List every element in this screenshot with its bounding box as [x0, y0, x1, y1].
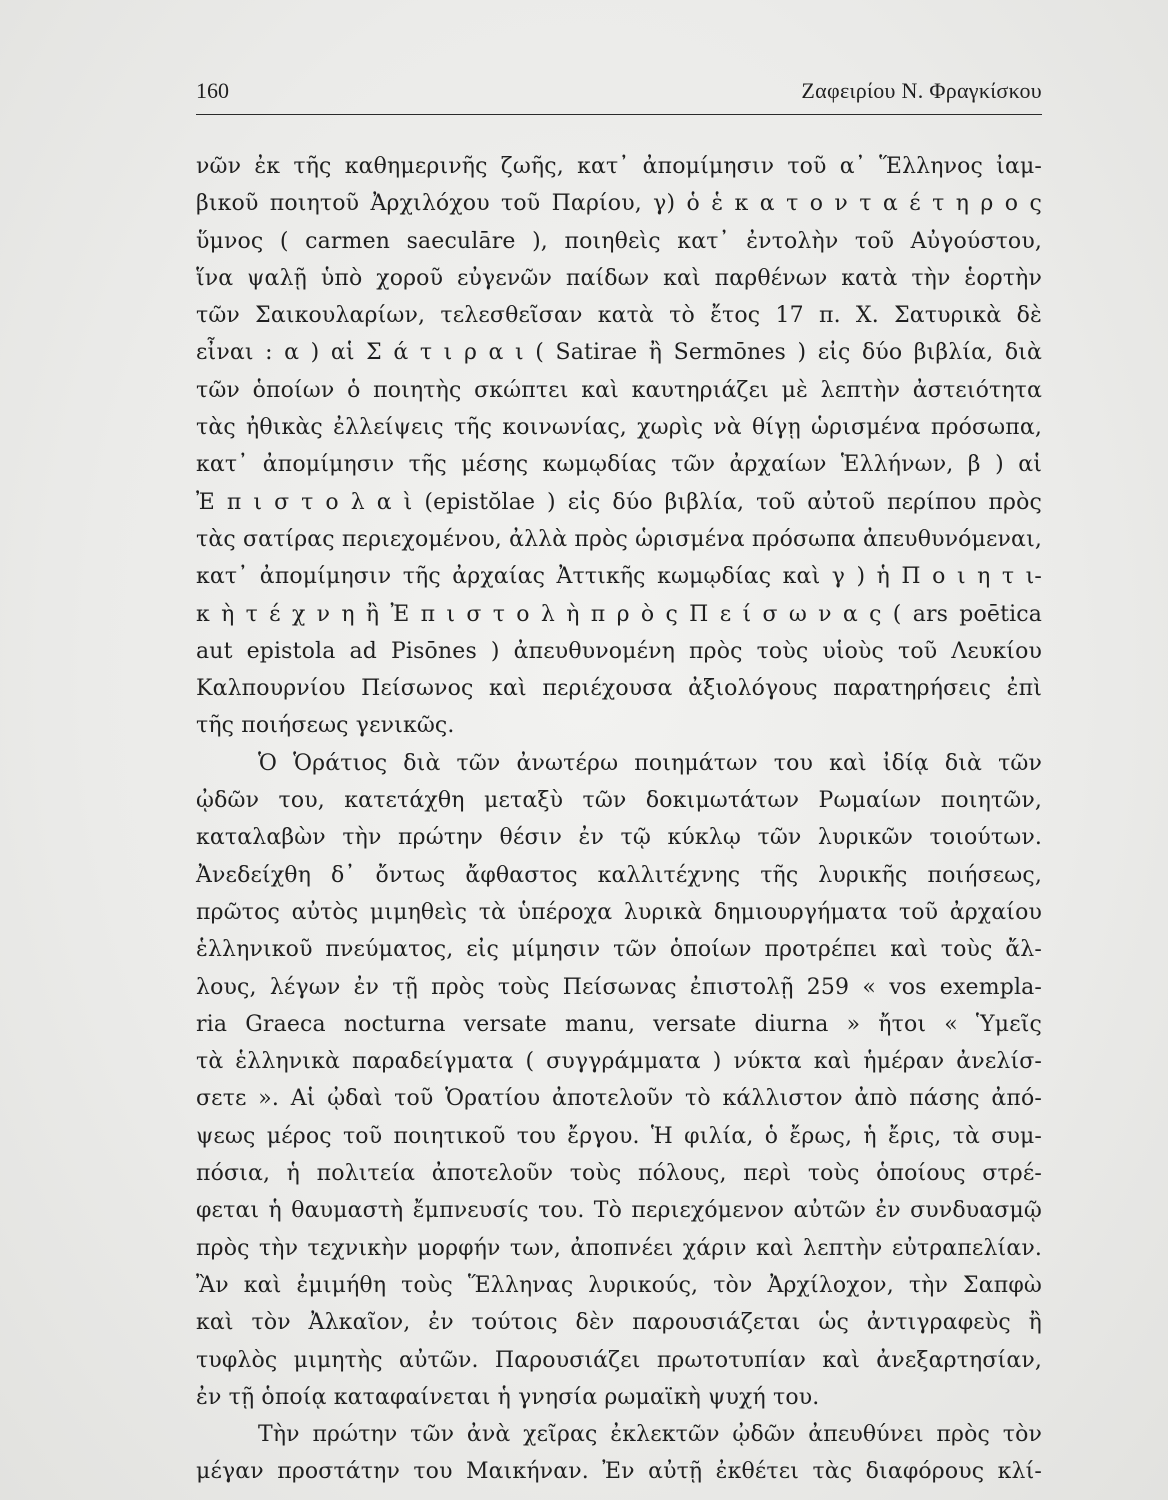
text-line: ὕμνος ( carmen saeculāre ), ποιηθεὶς κατ᾽ ἐντολὴν τοῦ Αὐγούστου, [196, 228, 1042, 254]
text-line: λους, λέγων ἐν τῇ πρὸς τοὺς Πείσωνας ἐπιστολῇ 259 « vos exempla- [196, 974, 1042, 1000]
text-line: τὰς ἠθικὰς ἐλλείψεις τῆς κοινωνίας, χωρὶς νὰ θίγῃ ὡρισμένα πρόσωπα, [196, 415, 1042, 441]
paragraph-3 [196, 1416, 1042, 1491]
text-line: εἶναι : α ) αἱ Σ ά τ ι ρ α ι ( Satirae ἢ Sermōnes ) εἰς δύο βιβλία, διὰ [196, 340, 1042, 366]
text-line: κατ᾽ ἀπομίμησιν τῆς μέσης κωμῳδίας τῶν ἀρχαίων Ἑλλήνων, β ) αἱ [196, 452, 1042, 478]
text-line: πόσια, ἡ πολιτεία ἀποτελοῦν τοὺς πόλους, περὶ τοὺς ὁποίους στρέ- [196, 1161, 1042, 1187]
text-line: πρὸς τὴν τεχνικὴν μορφήν των, ἀποπνέει χάριν καὶ λεπτὴν εὐτραπελίαν. [196, 1235, 1042, 1261]
text-line: κ ὴ τ έ χ ν η ἢ Ἐ π ι σ τ ο λ ὴ π ρ ὸ ς Π ε ί σ ω ν α ς ( ars poētica [196, 601, 1042, 627]
text-line: τῶν ὁποίων ὁ ποιητὴς σκώπτει καὶ καυτηριάζει μὲ λεπτὴν ἀστειότητα [196, 377, 1042, 403]
text-line: ᾠδῶν του, κατετάχθη μεταξὺ τῶν δοκιμωτάτων Ρωμαίων ποιητῶν, [196, 788, 1042, 814]
text-line: ἐν τῇ ὁποίᾳ καταφαίνεται ἡ γνησία ρωμαϊκὴ ψυχή του. [196, 1384, 820, 1410]
text-line: ria Graeca nocturna versate manu, versate diurna » ἤτοι « Ὑμεῖς [196, 1011, 1042, 1037]
text-line: τῆς ποιήσεως γενικῶς. [196, 713, 455, 739]
paragraph-1 [196, 148, 1042, 745]
text-line: τυφλὸς μιμητὴς αὐτῶν. Παρουσιάζει πρωτοτυπίαν καὶ ἀνεξαρτησίαν, [196, 1347, 1042, 1373]
text-line: φεται ἡ θαυμαστὴ ἔμπνευσίς του. Τὸ περιεχόμενον αὐτῶν ἐν συνδυασμῷ [196, 1198, 1042, 1224]
text-line: Ἂν καὶ ἐμιμήθη τοὺς Ἕλληνας λυρικούς, τὸν Ἀρχίλοχον, τὴν Σαπφὼ [196, 1272, 1042, 1298]
text-line: Τὴν πρώτην τῶν ἀνὰ χεῖρας ἐκλεκτῶν ᾠδῶν ἀπευθύνει πρὸς τὸν [258, 1422, 1042, 1448]
text-line: ἑλληνικοῦ πνεύματος, εἰς μίμησιν τῶν ὁποίων προτρέπει καὶ τοὺς ἄλ- [196, 937, 1042, 963]
text-line: νῶν ἐκ τῆς καθημερινῆς ζωῆς, κατ᾽ ἀπομίμησιν τοῦ α᾽ Ἕλληνος ἰαμ- [196, 154, 1042, 179]
text-line: Ἀνεδείχθη δ᾽ ὄντως ἄφθαστος καλλιτέχνης τῆς λυρικῆς ποιήσεως, [196, 862, 1042, 888]
text-line: καὶ τὸν Ἀλκαῖον, ἐν τούτοις δὲν παρουσιάζεται ὡς ἀντιγραφεὺς ἢ [196, 1310, 1042, 1336]
paragraph-2 [196, 745, 1042, 1416]
text-line: σετε ». Αἱ ᾠδαὶ τοῦ Ὁρατίου ἀποτελοῦν τὸ κάλλιστον ἀπὸ πάσης ἀπό- [196, 1086, 1042, 1112]
text-line: ψεως μέρος τοῦ ποιητικοῦ του ἔργου. Ἡ φιλία, ὁ ἔρως, ἡ ἔρις, τὰ συμ- [196, 1123, 1042, 1149]
body-text [196, 148, 1042, 1491]
text-line: ἵνα ψαλῇ ὑπὸ χοροῦ εὐγενῶν παίδων καὶ παρθένων κατὰ τὴν ἑορτὴν [196, 265, 1042, 291]
text-line: πρῶτος αὐτὸς μιμηθεὶς τὰ ὑπέροχα λυρικὰ δημιουργήματα τοῦ ἀρχαίου [196, 899, 1042, 925]
text-line: τὰ ἑλληνικὰ παραδείγματα ( συγγράμματα ) νύκτα καὶ ἡμέραν ἀνελίσ- [196, 1049, 1042, 1075]
text-line: καταλαβὼν τὴν πρώτην θέσιν ἐν τῷ κύκλῳ τῶν λυρικῶν τοιούτων. [196, 825, 1042, 851]
text-line: μέγαν προστάτην του Μαικήναν. Ἐν αὐτῇ ἐκθέτει τὰς διαφόρους κλί- [196, 1459, 1042, 1485]
text-line: κατ᾽ ἀπομίμησιν τῆς ἀρχαίας Ἀττικῆς κωμῳδίας καὶ γ ) ἡ Π ο ι η τ ι- [196, 564, 1042, 590]
text-line: Ὁ Ὁράτιος διὰ τῶν ἀνωτέρω ποιημάτων του καὶ ἰδίᾳ διὰ τῶν [258, 750, 1042, 776]
running-title: Ζαφειρίου Ν. Φραγκίσκου [801, 78, 1042, 103]
text-line: τῶν Σαικουλαρίων, τελεσθεῖσαν κατὰ τὸ ἔτος 17 π. Χ. Σατυρικὰ δὲ [196, 303, 1042, 329]
text-line: βικοῦ ποιητοῦ Ἀρχιλόχου τοῦ Παρίου, γ) ὁ ἑ κ α τ ο ν τ α έ τ η ρ ο ς [196, 191, 1042, 217]
text-line: Ἐ π ι σ τ ο λ α ὶ (epistŏlae ) εἰς δύο βιβλία, τοῦ αὐτοῦ περίπου πρὸς [196, 489, 1042, 515]
text-line: τὰς σατίρας περιεχομένου, ἀλλὰ πρὸς ὡρισμένα πρόσωπα ἀπευθυνόμεναι, [196, 526, 1042, 552]
page-header [196, 74, 1042, 115]
page-number: 160 [196, 78, 229, 103]
text-line: Καλπουρνίου Πείσωνος καὶ περιέχουσα ἀξιολόγους παρατηρήσεις ἐπὶ [196, 676, 1042, 702]
text-line: aut epistola ad Pisōnes ) ἀπευθυνομένη πρὸς τοὺς υἱοὺς τοῦ Λευκίου [196, 638, 1042, 664]
